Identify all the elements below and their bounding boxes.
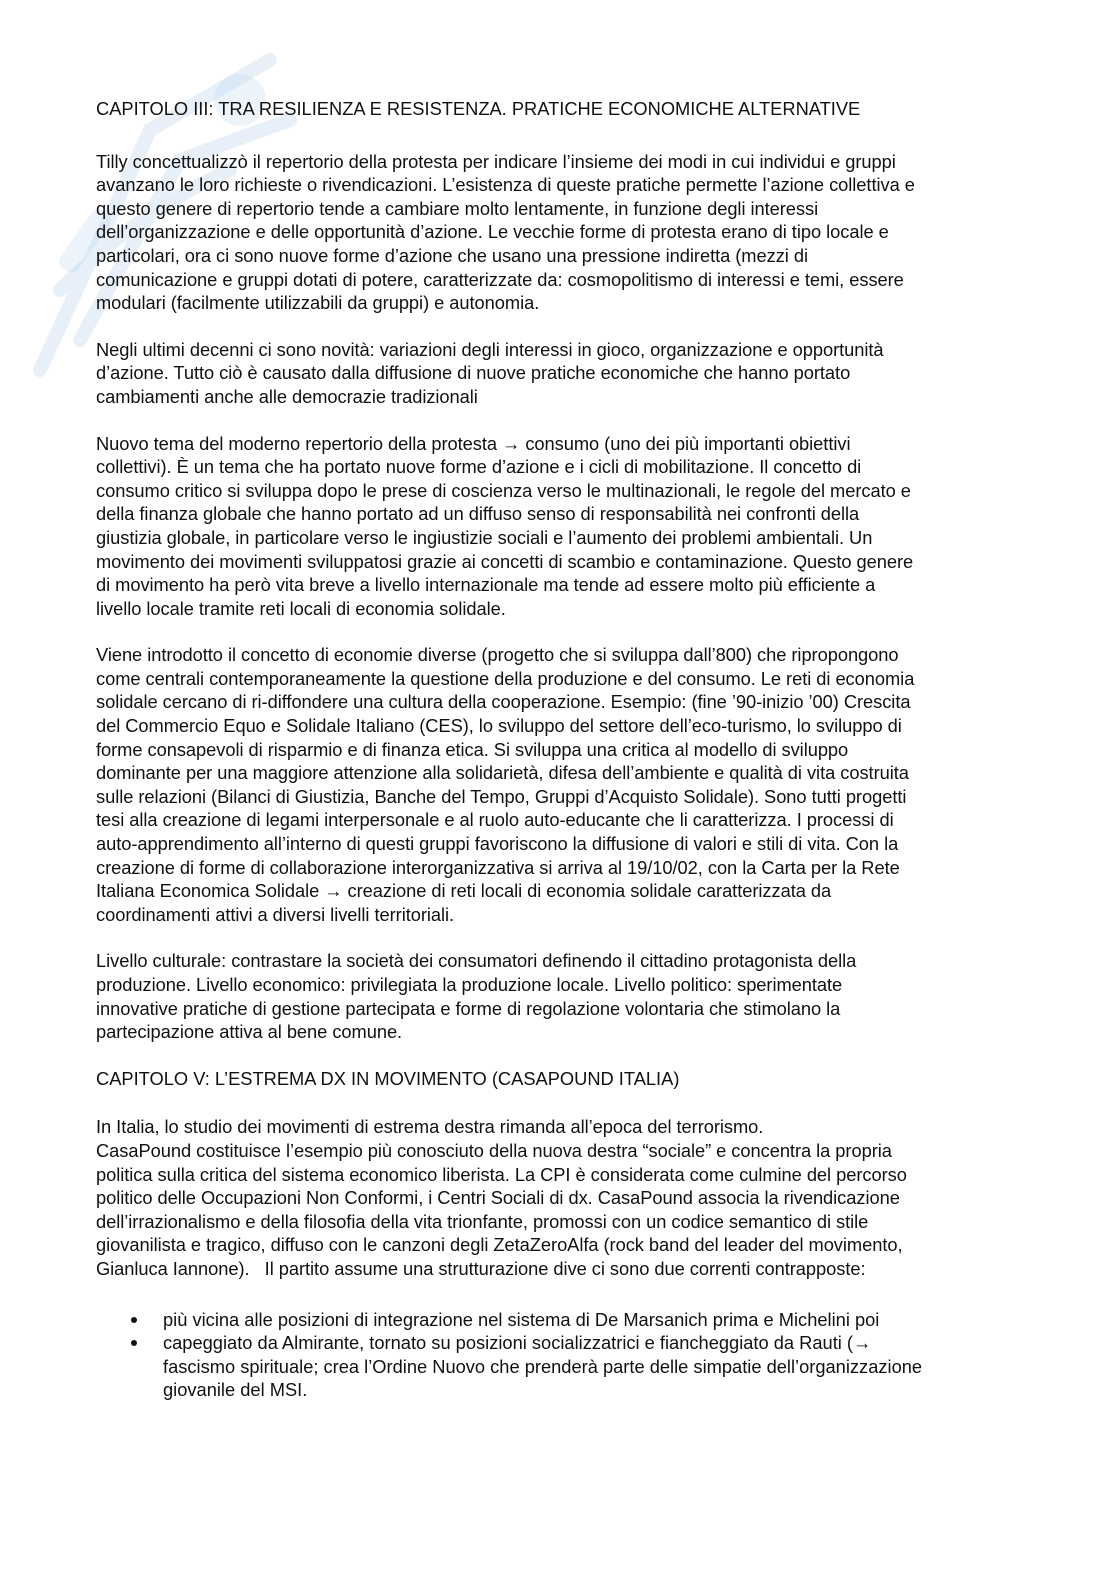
paragraph-1: Tilly concettualizzò il repertorio della protesta per indicare l’insieme dei modi in cui individui e gruppi avanzano le loro richieste o rivendicazioni. L’esistenza di queste pratiche permette l’azione collettiva e questo genere di repertorio tende a cambiare molto lentamente, in funzione degli interessi dell’organizzazione e delle opportunità d’azione. Le vecchie forme di protesta erano di tipo locale e particolari, ora ci sono nuove forme d’azione che usano una pressione indiretta (mezzi di comunicazione e gruppi dotati di potere, caratterizzate da: cosmopolitismo di interessi e temi, essere modulari (facilmente utilizzabili da gruppi) e autonomia. — [96, 150, 915, 314]
bullet-icon — [131, 1317, 137, 1323]
paragraph-3: Nuovo tema del moderno repertorio della protesta → consumo (uno dei più importanti obiettivi collettivi). È un tema che ha portato nuove forme d’azione e i cicli di mobilitazione. Il concetto di consumo critico si sviluppa dopo le prese di coscienza verso le multinazionali, le regole del mercato e della finanza globale che hanno portato ad un diffuso senso di responsabilità nei confronti della giustizia globale, in particolare verso le ingiustizie sociali e l’aumento dei problemi ambientali. Un movimento dei movimenti sviluppatosi grazie ai concetti di scambio e contaminazione. Questo genere di movimento ha però vita breve a livello internazionale ma tende ad essere molto più efficiente a livello locale tramite reti locali di economia solidale. — [96, 432, 914, 619]
paragraph-4: Viene introdotto il concetto di economie diverse (progetto che si sviluppa dall’800) che ripropongono come centrali contemporaneamente la questione della produzione e del consumo. Le reti di economia solidale cercano di ri-diffondere una cultura della cooperazione. Esempio: (fine ’90-inizio ’00) Crescita del Commercio Equo e Solidale Italiano (CES), lo sviluppo del settore dell’eco-turismo, lo sviluppo di forme consapevoli di risparmio e di finanza etica. Si sviluppa una critica al modello di sviluppo dominante per una maggiore attenzione alla solidarietà, difesa dell’ambiente e qualità di vita costruita sulle relazioni (Bilanci di Giustizia, Banche del Tempo, Gruppi d’Acquisto Solidale). Sono tutti progetti tesi alla creazione di legami interpersonale e al ruolo auto-educante che li caratterizza. I processi di auto-apprendimento all’interno di questi gruppi favoriscono la diffusione di valori e stili di vita. Con la creazione di forme di collaborazione interorganizzativa si arriva al 19/10/02, con la Carta per la Rete Italiana Economica Solidale → creazione di reti locali di economia solidale caratterizzata da coordinamenti attivi a diversi livelli territoriali. — [96, 644, 915, 925]
document-page — [96, 97, 1036, 1402]
list-item-text: capeggiato da Almirante, tornato su posizioni socializzatrici e fiancheggiato da Rauti (→ fascismo spirituale; crea l’Ordine Nuovo che prenderà parte delle simpatie dell’organizzazione giovanile del MSI. — [163, 1332, 923, 1401]
paragraph-2: Negli ultimi decenni ci sono novità: variazioni degli interessi in gioco, organizzazione e opportunità d’azione. Tutto ciò è causato dalla diffusione di nuove pratiche economiche che hanno portato cambiamenti anche alle democrazie tradizionali — [96, 338, 884, 407]
list-item-text: più vicina alle posizioni di integrazione nel sistema di De Marsanich prima e Michelini poi — [163, 1308, 880, 1330]
bullet-list — [96, 1308, 1036, 1402]
paragraph-6: In Italia, lo studio dei movimenti di estrema destra rimanda all’epoca del terrorismo. CasaPound costituisce l’esempio più conosciuto della nuova destra “sociale” e concentra la propria politica sulla critica del sistema economico liberista. La CPI è considerata come culmine del percorso politico delle Occupazioni Non Conformi, i Centri Sociali di dx. CasaPound associa la rivendicazione dell’irrazionalismo e della filosofia della vita trionfante, promossi con un codice semantico di stile giovanilista e tragico, diffuso con le canzoni degli ZetaZeroAlfa (rock band del leader del movimento, Gianluca Iannone). Il partito assume una strutturazione dive ci sono due correnti contrapposte: — [96, 1116, 907, 1279]
bullet-icon — [131, 1340, 137, 1346]
list-item — [96, 1308, 1036, 1332]
list-item — [96, 1331, 1036, 1402]
paragraph-5: Livello culturale: contrastare la società dei consumatori definendo il cittadino protagonista della produzione. Livello economico: privilegiata la produzione locale. Livello politico: sperimentate innovative pratiche di gestione partecipata e forme di regolazione volontaria che stimolano la partecipazione attiva al bene comune. — [96, 950, 857, 1043]
chapter-5-heading: CAPITOLO V: L’ESTREMA DX IN MOVIMENTO (CASAPOUND ITALIA) — [96, 1067, 680, 1089]
chapter-3-heading: CAPITOLO III: TRA RESILIENZA E RESISTENZA. PRATICHE ECONOMICHE ALTERNATIVE — [96, 98, 861, 119]
